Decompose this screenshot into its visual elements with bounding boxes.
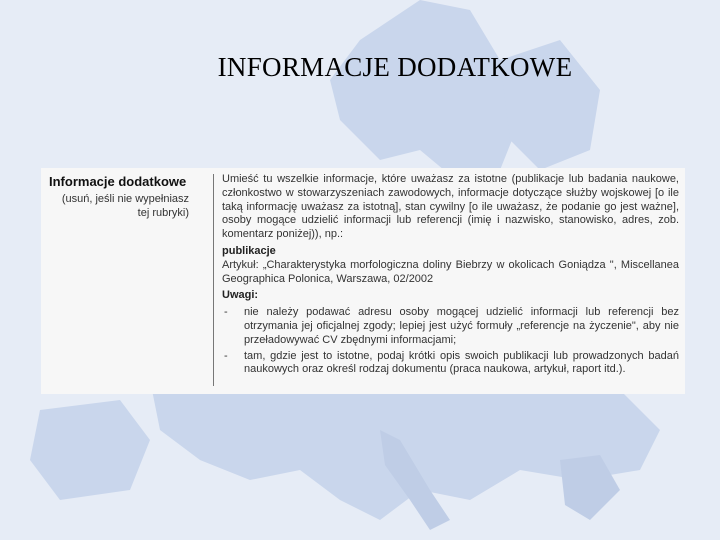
bullet-dash: - bbox=[224, 306, 228, 319]
scandinavia-shape bbox=[330, 0, 520, 175]
list-item-text: nie należy podawać adresu osoby mogącej udzielić informacji lub referencji bez otrzymania jej oficjalnej zgody; lepiej jest użyć formuły „referencje na życzenie", aby nie przeładowywać CV zbędnymi informacjami; bbox=[244, 306, 679, 346]
notes-list bbox=[222, 306, 679, 377]
column-divider bbox=[213, 174, 214, 386]
publications-label: publikacje bbox=[222, 244, 276, 257]
section-label-column bbox=[49, 174, 189, 220]
list-item bbox=[222, 306, 679, 347]
bullet-dash: - bbox=[224, 349, 228, 362]
intro-paragraph: Umieść tu wszelkie informacje, które uważasz za istotne (publikacje lub badania naukowe, członkostwo w stowarzyszeniach zawodowych, informacje dotyczące służby wojskowej [o ile taką informację uważasz za istotną], stan cywilny [o ile uważasz, że podanie go jest ważne], osoby mogące udzielić informacji lub referencji (imię i nazwisko, stanowisko, adres, zob. komentarz poniżej)), np.: bbox=[222, 173, 679, 241]
list-item bbox=[222, 350, 679, 378]
list-item-text: tam, gdzie jest to istotne, podaj krótki opis swoich publikacji lub prowadzonych badań naukowych oraz określ rodzaj dokumentu (praca naukowa, artykuł, raport itd.). bbox=[244, 349, 679, 376]
cv-section-box bbox=[41, 168, 685, 394]
iberia-shape bbox=[30, 400, 150, 500]
publication-entry: Artykuł: „Charakterystyka morfologiczna doliny Biebrzy w okolicach Goniądza ", Miscellanea Geographica Polonica, Warszawa, 02/2002 bbox=[222, 258, 679, 285]
section-note: (usuń, jeśli nie wypełniasz tej rubryki) bbox=[61, 193, 189, 219]
notes-label: Uwagi: bbox=[222, 289, 259, 302]
section-content-column bbox=[222, 173, 679, 379]
page-title: INFORMACJE DODATKOWE bbox=[217, 52, 573, 82]
section-heading: Informacje dodatkowe bbox=[49, 174, 187, 189]
